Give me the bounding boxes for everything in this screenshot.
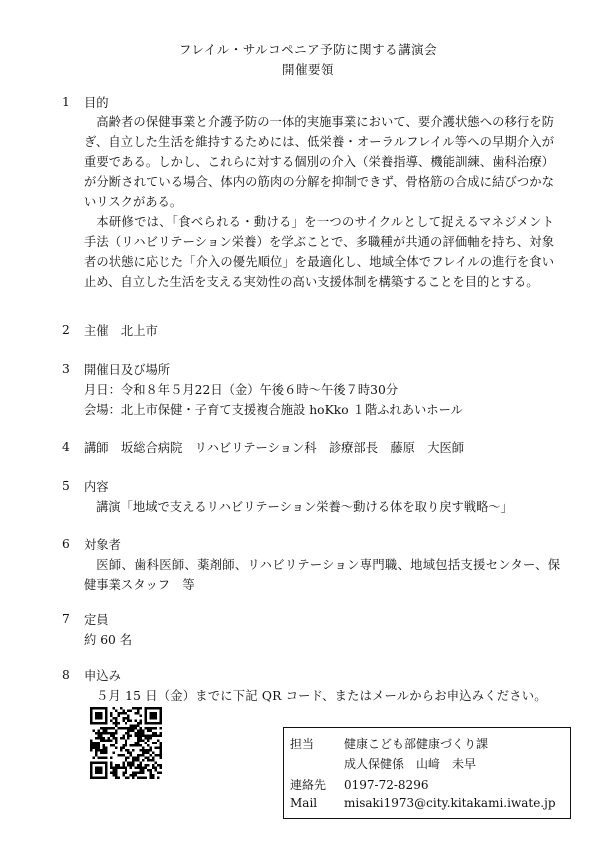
tel-label: 連絡先 (290, 778, 327, 792)
mail-label: Mail (290, 796, 318, 810)
apply-text: ５月 15 日（金）までに下記 QR コード、またはメールからお申込みください。 (96, 689, 547, 703)
section-number: 1 (62, 95, 70, 109)
lecturer-text: 講師 坂総合病院 リハビリテーション科 診療部長 藤原 大医師 (84, 441, 465, 455)
contact-label: 担当 (290, 737, 315, 751)
section-number: 4 (62, 440, 70, 454)
section-heading-purpose: 目的 (84, 96, 109, 110)
capacity-text: 約 60 名 (84, 633, 133, 647)
lecture-title: 講演「地域で支えるリハビリテーション栄養～動ける体を取り戻す戦略～」 (96, 500, 513, 514)
event-date: 月日：令和８年５月22日（金）午後６時～午後７時30分 (84, 383, 399, 397)
page-title: フレイル・サルコペニア予防に関する講演会 (178, 42, 438, 57)
purpose-body (84, 112, 554, 292)
target-text: 医師、歯科医師、薬剤師、リハビリテーション専門職、地域包括支援センター、保健事業スタッフ 等 (84, 558, 560, 592)
page-subtitle: 開催要領 (281, 62, 334, 77)
event-venue: 会場：北上市保健・子育て支援複合施設 hoKko １階ふれあいホール (84, 403, 463, 417)
section-heading-content: 内容 (84, 480, 109, 494)
section-heading-capacity: 定員 (84, 613, 109, 627)
section-heading-datetime: 開催日及び場所 (84, 363, 171, 377)
purpose-paragraph-1: 高齢者の保健事業と介護予防の一体的実施事業において、要介護状態への移行を防ぎ、自立した生活を維持するためには、低栄養・オーラルフレイル等への早期介入が重要である。しかし、これらに対する個別の介入（栄養指導、機能訓練、歯科治療）が分断されている場合、体内の筋肉の分解を抑制できず、骨格筋の合成に結びつかないリスクがある。 (84, 115, 554, 209)
section-number: 3 (62, 362, 70, 376)
section-heading-target: 対象者 (84, 538, 121, 552)
contact-mail-row (290, 796, 556, 810)
contact-dept-row (290, 735, 488, 752)
section-heading-apply: 申込み (84, 669, 121, 683)
contact-box (283, 727, 571, 819)
section-number: 7 (62, 612, 70, 626)
mail-address[interactable]: misaki1973@city.kitakami.iwate.jp (344, 796, 556, 810)
contact-staff: 成人保健係 山﨑 未早 (344, 757, 477, 771)
target-body (84, 555, 560, 595)
section-number: 6 (62, 537, 70, 551)
qr-code-icon[interactable] (90, 707, 162, 779)
contact-department: 健康こども部健康づくり課 (344, 737, 489, 751)
organizer-text: 主催 北上市 (84, 324, 158, 338)
tel-number[interactable]: 0197-72-8296 (344, 778, 429, 792)
section-number: 5 (62, 479, 70, 493)
section-number: 8 (62, 668, 70, 682)
section-number: 2 (62, 323, 70, 337)
purpose-paragraph-2: 本研修では、「食べられる・動ける」を一つのサイクルとして捉えるマネジメント手法（リハビリテーション栄養）を学ぶことで、多職種が共通の評価軸を持ち、対象者の状態に応じた「介入の優先順位」を最適化し、地域全体でフレイルの進行を食い止め、自立した生活を支える実効性の高い支援体制を構築することを目的とする。 (84, 215, 554, 289)
contact-tel-row (290, 776, 428, 793)
